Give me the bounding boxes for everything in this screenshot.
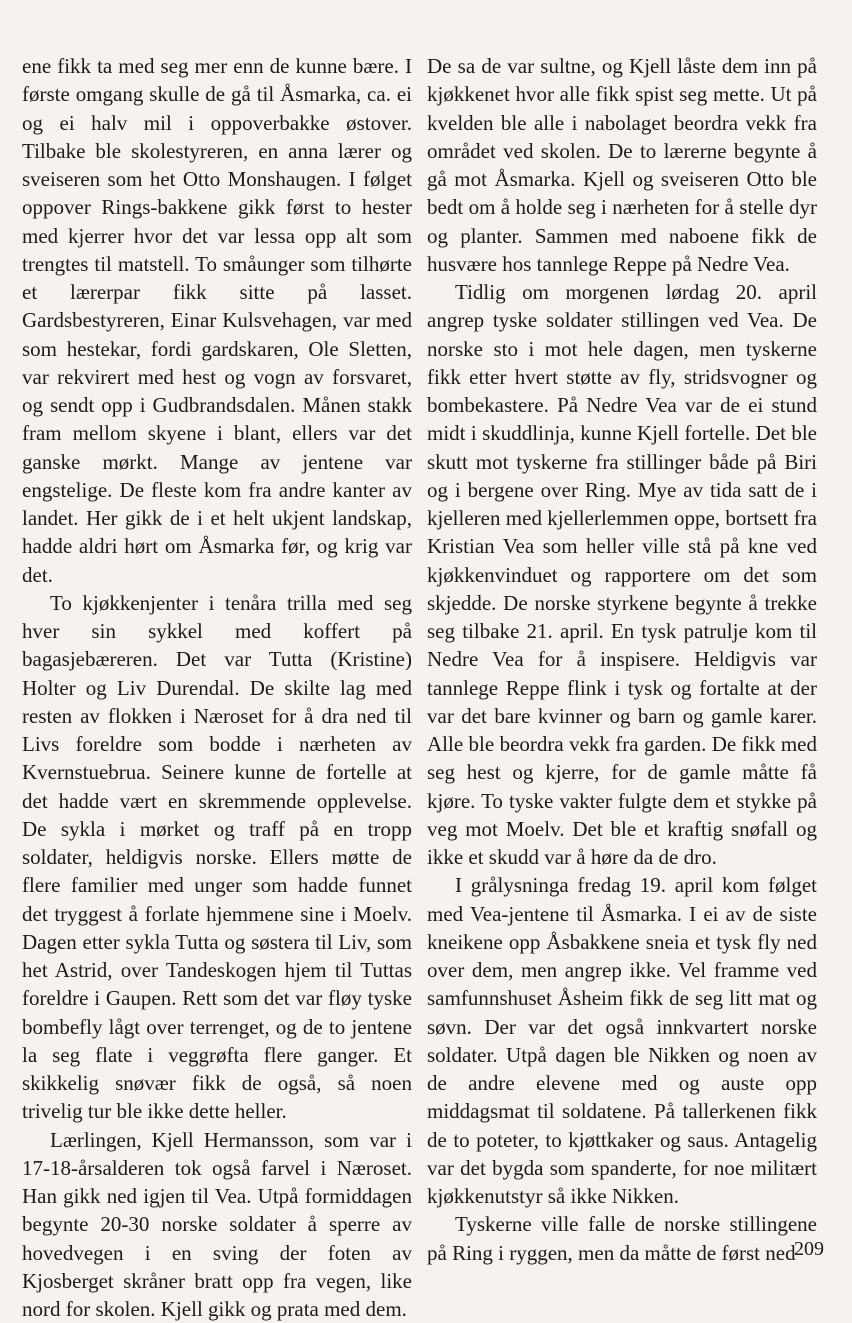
page-number: 209 bbox=[794, 1238, 824, 1261]
right-column bbox=[427, 52, 817, 1267]
left-column bbox=[22, 52, 412, 1323]
paragraph: Tidlig om morgenen lørdag 20. april angrep tyske soldater stillingen ved Vea. De norske sto i mot hele dagen, men tyskerne fikk etter hvert støtte av fly, stridsvogner og bombekastere. På Nedre Vea var de ei stund midt i skuddlinja, kunne Kjell fortelle. Det ble skutt mot tyskerne fra stillinger både på Biri og i bergene over Ring. Mye av tida satt de i kjelleren med kjellerlemmen oppe, bortsett fra Kristian Vea som heller ville stå på kne ved kjøkkenvinduet og rapportere om det som skjedde. De norske styrkene begynte å trekke seg tilbake 21. april. En tysk patrulje kom til Nedre Vea for å inspisere. Heldigvis var tannlege Reppe flink i tysk og fortalte at der var det bare kvinner og barn og gamle karer. Alle ble beordra vekk fra garden. De fikk med seg hest og kjerre, for de gamle måtte få kjøre. To tyske vakter fulgte dem et stykke på veg mot Moelv. Det ble et kraftig snøfall og ikke et skudd var å høre da de dro. bbox=[427, 278, 817, 871]
paragraph: ene fikk ta med seg mer enn de kunne bære. I første omgang skulle de gå til Åsmarka, ca. ei og ei halv mil i oppoverbakke østover. Tilbake ble skolestyreren, en anna lærer og sveiseren som het Otto Monshaugen. I følget oppover Rings-bakkene gikk først to hester med kjerrer hvor det var lessa opp alt som trengtes til matstell. To småunger som tilhørte et lærerpar fikk sitte på lasset. Gardsbestyreren, Einar Kulsvehagen, var med som hestekar, fordi gardskaren, Ole Sletten, var rekvirert med hest og vogn av forsvaret, og sendt opp i Gudbrandsdalen. Månen stakk fram mellom skyene i blant, ellers var det ganske mørkt. Mange av jentene var engstelige. De fleste kom fra andre kanter av landet. Her gikk de i et helt ukjent landskap, hadde aldri hørt om Åsmarka før, og krig var det. bbox=[22, 52, 412, 589]
paragraph: I grålysninga fredag 19. april kom følget med Vea-jentene til Åsmarka. I ei av de siste kneikene opp Åsbakkene sneia et tysk fly ned over dem, men angrep ikke. Vel framme ved samfunnshuset Åsheim fikk de seg litt mat og søvn. Der var det også innkvartert norske soldater. Utpå dagen ble Nikken og noen av de andre elevene med og auste opp middagsmat til soldatene. På tallerkenen fikk de to poteter, to kjøttkaker og saus. Antagelig var det bygda som spanderte, for noe militært kjøkkenutstyr så ikke Nikken. bbox=[427, 871, 817, 1210]
paragraph: To kjøkkenjenter i tenåra trilla med seg hver sin sykkel med koffert på bagasjebæreren. Det var Tutta (Kristine) Holter og Liv Durendal. De skilte lag med resten av flokken i Næroset for å dra ned til Livs foreldre som bodde i nærheten av Kvernstuebrua. Seinere kunne de fortelle at det hadde vært en skremmende opplevelse. De sykla i mørket og traff på en tropp soldater, heldigvis norske. Ellers møtte de flere familier med unger som hadde funnet det tryggest å forlate hjemmene sine i Moelv. Dagen etter sykla Tutta og søstera til Liv, som het Astrid, over Tandeskogen hjem til Tuttas foreldre i Gaupen. Rett som det var fløy tyske bombefly lågt over terrenget, og de to jentene la seg flate i veggrøfta flere ganger. Et skikkelig snøvær fikk de også, så noen trivelig tur ble ikke dette heller. bbox=[22, 589, 412, 1126]
paragraph: De sa de var sultne, og Kjell låste dem inn på kjøkkenet hvor alle fikk spist seg mette. Ut på kvelden ble alle i nabolaget beordra vekk fra området ved skolen. De to lærerne begynte å gå mot Åsmarka. Kjell og sveiseren Otto ble bedt om å holde seg i nærheten for å stelle dyr og planter. Sammen med naboene fikk de husvære hos tannlege Reppe på Nedre Vea. bbox=[427, 52, 817, 278]
paragraph: Lærlingen, Kjell Hermansson, som var i 17-18-årsalderen tok også farvel i Næroset. Han gikk ned igjen til Vea. Utpå formiddagen begynte 20-30 norske soldater å sperre av hovedvegen i en sving der foten av Kjosberget skråner bratt opp fra vegen, like nord for skolen. Kjell gikk og prata med dem. bbox=[22, 1126, 412, 1323]
paragraph: Tyskerne ville falle de norske stillingene på Ring i ryggen, men da måtte de først ned bbox=[427, 1210, 817, 1267]
